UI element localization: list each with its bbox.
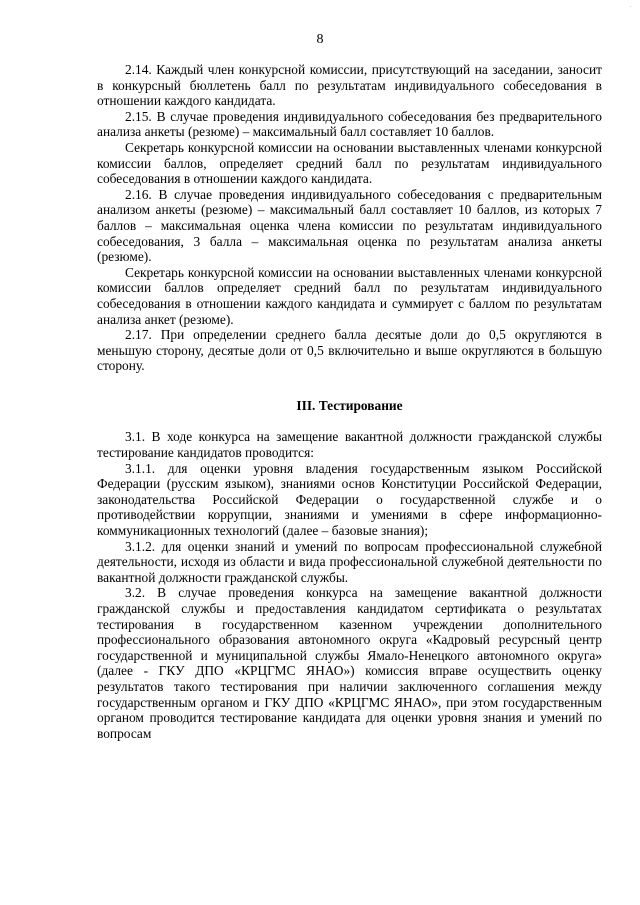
- scan-corner-mark: ·: [629, 2, 632, 11]
- paragraph-3-1: 3.1. В ходе конкурса на замещение вакантной должности гражданской службы тестирование кандидатов проводится:: [97, 429, 602, 461]
- page-number: 8: [316, 32, 324, 47]
- section-heading: III. Тестирование: [296, 397, 403, 413]
- paragraph-secretary-average: Секретарь конкурсной комиссии на основании выставленных членами конкурсной комиссии баллов, определяет средний балл по результатам индивидуального собеседования в отношении каждого кандидата.: [97, 139, 602, 187]
- paragraph-3-1-1: 3.1.1. для оценки уровня владения государственным языком Российской Федерации (русским языком), знаниями основ Конституции Российской Федерации, законодательства Российской Федерации о государственной службе и о противодействии коррупции, знаниями и умениями в сфере информационно-коммуникационных технологий (далее – базовые знания);: [97, 460, 602, 539]
- paragraph-2-15: 2.15. В случае проведения индивидуального собеседования без предварительного анализа анкеты (резюме) – максимальный балл составляет 10 баллов.: [97, 108, 602, 140]
- paragraph-2-14: 2.14. Каждый член конкурсной комиссии, присутствующий на заседании, заносит в конкурсный бюллетень балл по результатам индивидуального собеседования в отношении каждого кандидата.: [97, 62, 602, 109]
- paragraph-3-2: 3.2. В случае проведения конкурса на замещение вакантной должности гражданской службы и предоставления кандидатом сертификата о результатах тестирования в государственном казенном учреждении дополнительного профессионального образования автономного округа «Кадровый ресурсный центр государственной и муниципальной службы Ямало-Ненецкого автономного округа» (далее - ГКУ ДПО «КРЦГМС ЯНАО») комиссия вправе осуществить оценку результатов такого тестирования при наличии заключенного соглашения между государственным органом и ГКУ ДПО «КРЦГМС ЯНАО», при этом государственным органом проводится тестирование кандидата для оценки уровня знания и умений по вопросам: [97, 585, 602, 741]
- document-body: [97, 62, 602, 741]
- paragraph-secretary-sum: Секретарь конкурсной комиссии на основании выставленных членами конкурсной комиссии баллов определяет средний балл по результатам индивидуального собеседования в отношении каждого кандидата и суммирует с баллом по результатам анализа анкет (резюме).: [97, 264, 602, 327]
- paragraph-2-16: 2.16. В случае проведения индивидуального собеседования с предварительным анализом анкеты (резюме) – максимальный балл составляет 10 баллов, из которых 7 баллов – максимальная оценка члена комиссии по результатам индивидуального собеседования, 3 балла – максимальная оценка по результатам анализа анкеты (резюме).: [97, 186, 602, 265]
- paragraph-3-1-2: 3.1.2. для оценки знаний и умений по вопросам профессиональной служебной деятельности, исходя из области и вида профессиональной служебной деятельности по вакантной должности гражданской службы.: [97, 538, 602, 585]
- paragraph-2-17: 2.17. При определении среднего балла десятые доли до 0,5 округляются в меньшую сторону, десятые доли от 0,5 включительно и выше округляются в большую сторону.: [97, 327, 602, 374]
